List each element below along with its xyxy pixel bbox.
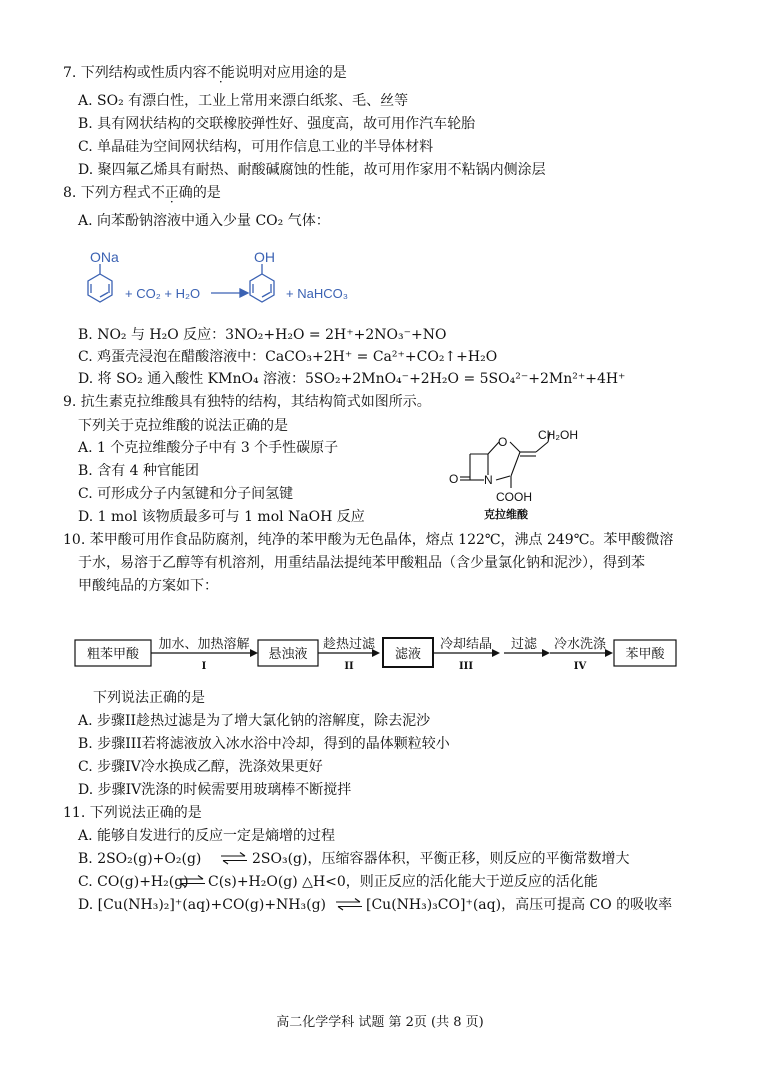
q11-option-d-left: D. [Cu(NH₃)₂]⁺(aq)+CO(g)+NH₃(g) (78, 897, 327, 913)
q10-option-b: B. 步骤III若将滤液放入冰水浴中冷却，得到的晶体颗粒较小 (78, 736, 450, 752)
flow-box-product-label: 苯甲酸 (625, 647, 665, 662)
q8-option-a: A. 向苯酚钠溶液中通入少量 CO₂ 气体： (78, 213, 330, 229)
flow-step-5-label: 冷水洗涤 (553, 637, 607, 652)
ring-nitrogen-label: N (484, 473, 493, 487)
reactant-plus-label: + CO₂ + H₂O (125, 286, 201, 301)
q11-stem: 11. 下列说法正确的是 (63, 805, 202, 821)
q10-stem-line-1: 10. 苯甲酸可用作食品防腐剂，纯净的苯甲酸为无色晶体，熔点 122℃，沸点 249℃。苯甲酸微溶 (63, 532, 674, 548)
q8-emphasis: 不正确 (150, 185, 193, 201)
product-plus-label: + NaHCO₃ (286, 286, 349, 301)
q11-option-c-left: C. CO(g)+H₂(g) (78, 874, 189, 890)
flow-box-filtrate-label: 滤液 (394, 647, 422, 662)
flow-step-4-label: 过滤 (510, 637, 538, 652)
q10-option-a: A. 步骤II趁热过滤是为了增大氯化钠的溶解度，除去泥沙 (78, 713, 431, 729)
flow-step-3-num: III (458, 661, 474, 672)
equilibrium-arrow-b (219, 851, 249, 865)
ring-oxygen-label: O (498, 435, 508, 449)
q11-option-b-right: 2SO₃(g)，压缩容器体积，平衡正移，则反应的平衡常数增大 (252, 851, 630, 867)
flow-box-suspension-label: 悬浊液 (268, 647, 308, 662)
q11-option-c-right: C(s)+H₂O(g) △H<0，则正反应的活化能大于逆反应的活化能 (208, 874, 598, 890)
q7-emphasis: 不能 (206, 65, 235, 81)
flow-arrowhead-4 (542, 649, 550, 657)
q10-stem-line-3: 甲酸纯品的方案如下： (78, 578, 218, 594)
q9-substem: 下列关于克拉维酸的说法正确的是 (78, 418, 288, 434)
q8-stem: 8. 下列方程式不正确的是 (63, 185, 221, 201)
q7-option-d: D. 聚四氟乙烯具有耐热、耐酸碱腐蚀的性能，故可用作家用不粘锅内侧涂层 (78, 162, 546, 178)
q10-substem: 下列说法正确的是 (93, 690, 205, 706)
purification-flowchart (70, 628, 690, 676)
product-group-label: OH (254, 249, 275, 265)
reactant-group-label: ONa (90, 249, 119, 265)
q9-option-b: B. 含有 4 种官能团 (78, 463, 199, 479)
phenoxide-reaction-scheme (80, 244, 380, 316)
flow-step-1-label: 加水、加热溶解 (158, 637, 250, 652)
q10-stem-line-2: 于水，易溶于乙醇等有机溶剂，用重结晶法提纯苯甲酸粗品（含少量氯化钠和泥沙），得到苯 (78, 555, 645, 571)
q9-option-d: D. 1 mol 该物质最多可与 1 mol NaOH 反应 (78, 509, 365, 525)
q9-stem: 9. 抗生素克拉维酸具有独特的结构，其结构简式如图所示。 (63, 394, 431, 410)
q10-option-d: D. 步骤IV洗涤的时候需要用玻璃棒不断搅拌 (78, 782, 352, 798)
carbonyl-oxygen-label: O (449, 472, 459, 486)
flow-step-5-num: IV (573, 661, 587, 672)
flow-arrowhead-1 (250, 649, 258, 657)
product-benzene-ring (250, 264, 274, 302)
equilibrium-arrow-d (334, 897, 364, 911)
carboxyl-label: COOH (496, 490, 532, 504)
clavulanic-acid-structure (440, 420, 600, 526)
hydroxymethyl-label: CH₂OH (538, 428, 578, 442)
q7-option-c: C. 单晶硅为空间网状结构，可用作信息工业的半导体材料 (78, 139, 434, 155)
q8-option-d: D. 将 SO₂ 通入酸性 KMnO₄ 溶液：5SO₂+2MnO₄⁻+2H₂O = 5SO₄²⁻+2Mn²⁺+4H⁺ (78, 371, 626, 387)
q7-stem: 7. 下列结构或性质内容不能说明对应用途的是 (63, 65, 347, 81)
flow-step-2-label: 趁热过滤 (322, 637, 376, 652)
flow-step-3-label: 冷却结晶 (439, 637, 493, 652)
flow-box-crude-label: 粗苯甲酸 (86, 647, 140, 662)
flow-step-1-num: I (201, 661, 207, 672)
q11-option-b-left: B. 2SO₂(g)+O₂(g) (78, 851, 202, 867)
q8-option-c: C. 鸡蛋壳浸泡在醋酸溶液中：CaCO₃+2H⁺ = Ca²⁺+CO₂↑+H₂O (78, 349, 498, 365)
reaction-arrow (211, 289, 248, 297)
q11-option-d-right: [Cu(NH₃)₃CO]⁺(aq)，高压可提高 CO 的吸收率 (366, 897, 673, 913)
q7-option-a: A. SO₂ 有漂白性，工业上常用来漂白纸浆、毛、丝等 (78, 93, 409, 109)
q7-option-b: B. 具有网状结构的交联橡胶弹性好、强度高，故可用作汽车轮胎 (78, 116, 476, 132)
flow-step-2-num: II (344, 661, 354, 672)
q11-option-a: A. 能够自发进行的反应一定是熵增的过程 (78, 828, 336, 844)
equilibrium-arrow-c (177, 874, 207, 888)
reactant-benzene-ring (88, 264, 112, 302)
q9-option-a: A. 1 个克拉维酸分子中有 3 个手性碳原子 (78, 440, 339, 456)
q10-option-c: C. 步骤IV冷水换成乙醇，洗涤效果更好 (78, 759, 323, 775)
flow-arrowhead-3 (492, 649, 500, 657)
page-footer: 高二化学学科 试题 第 2页 (共 8 页) (276, 1015, 484, 1030)
q8-option-b: B. NO₂ 与 H₂O 反应：3NO₂+H₂O = 2H⁺+2NO₃⁻+NO (78, 327, 447, 343)
structure-caption: 克拉维酸 (484, 509, 528, 521)
flow-arrowhead-5 (605, 649, 613, 657)
q9-option-c: C. 可形成分子内氢键和分子间氢键 (78, 486, 294, 502)
